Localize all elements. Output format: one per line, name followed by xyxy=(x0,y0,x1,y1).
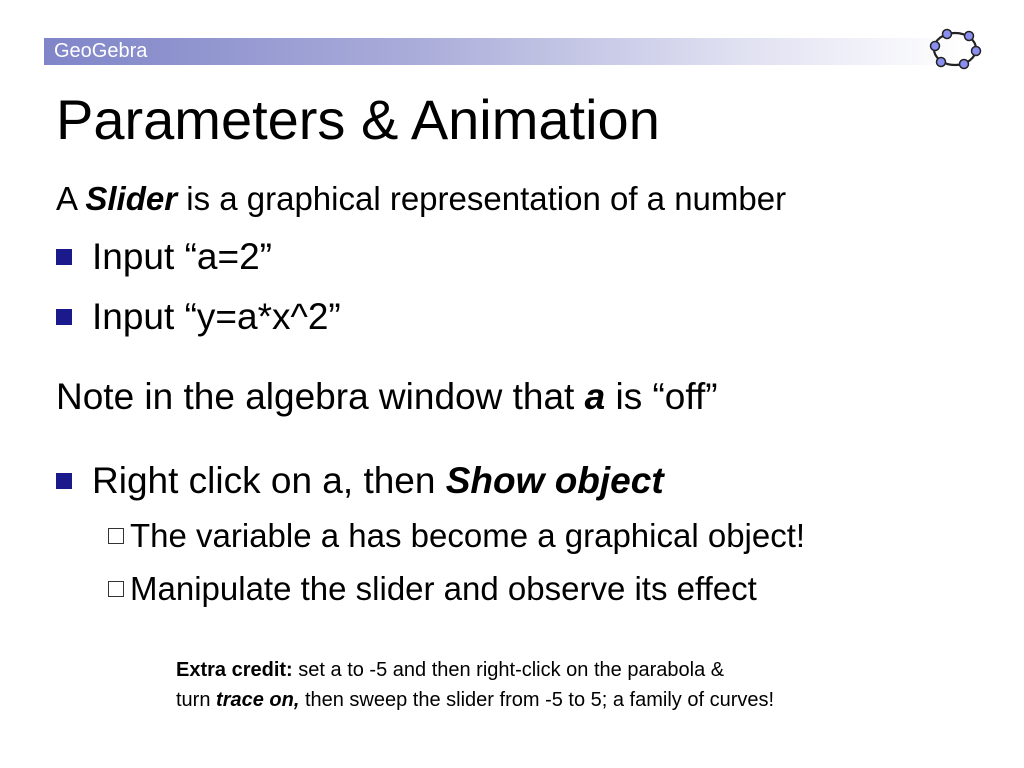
sub-bullet-text: The variable a has become a graphical object! xyxy=(130,517,806,554)
bullet-item xyxy=(56,296,341,338)
intro-suffix: is a graphical representation of a number xyxy=(177,180,787,217)
extra-credit-line-1 xyxy=(176,659,724,682)
header-banner xyxy=(44,38,966,65)
note-line xyxy=(56,376,718,418)
note-emphasis: a xyxy=(584,376,606,417)
geogebra-logo-icon xyxy=(928,24,982,74)
bullet-emphasis: Show object xyxy=(445,460,664,501)
bullet-text: Input “a=2” xyxy=(92,236,272,277)
hollow-square-bullet-icon xyxy=(108,528,124,544)
square-bullet-icon xyxy=(56,249,72,265)
slide-title: Parameters & Animation xyxy=(56,88,660,151)
note-suffix: is “off” xyxy=(605,376,718,417)
bullet-item xyxy=(56,460,664,502)
extra-credit-label: Extra credit: xyxy=(176,659,293,681)
sub-bullet-text: Manipulate the slider and observe its effect xyxy=(130,570,757,607)
extra-credit-line-2 xyxy=(176,689,774,712)
intro-line xyxy=(56,180,786,218)
sub-bullet-item xyxy=(108,517,805,555)
bullet-text: Right click on a, then xyxy=(92,460,446,501)
bullet-item xyxy=(56,236,272,278)
brand-label: GeoGebra xyxy=(54,40,148,62)
intro-prefix: A xyxy=(56,180,86,217)
square-bullet-icon xyxy=(56,309,72,325)
extra-credit-emphasis: trace on, xyxy=(216,689,300,711)
hollow-square-bullet-icon xyxy=(108,581,124,597)
extra-credit-text: set a to -5 and then right-click on the parabola & xyxy=(292,659,725,681)
bullet-text: Input “y=a*x^2” xyxy=(92,296,341,337)
intro-emphasis: Slider xyxy=(85,180,178,217)
extra-credit-prefix: turn xyxy=(176,689,217,711)
square-bullet-icon xyxy=(56,473,72,489)
extra-credit-rest: then sweep the slider from -5 to 5; a family of curves! xyxy=(299,689,775,711)
sub-bullet-item xyxy=(108,570,757,608)
note-prefix: Note in the algebra window that xyxy=(56,376,585,417)
